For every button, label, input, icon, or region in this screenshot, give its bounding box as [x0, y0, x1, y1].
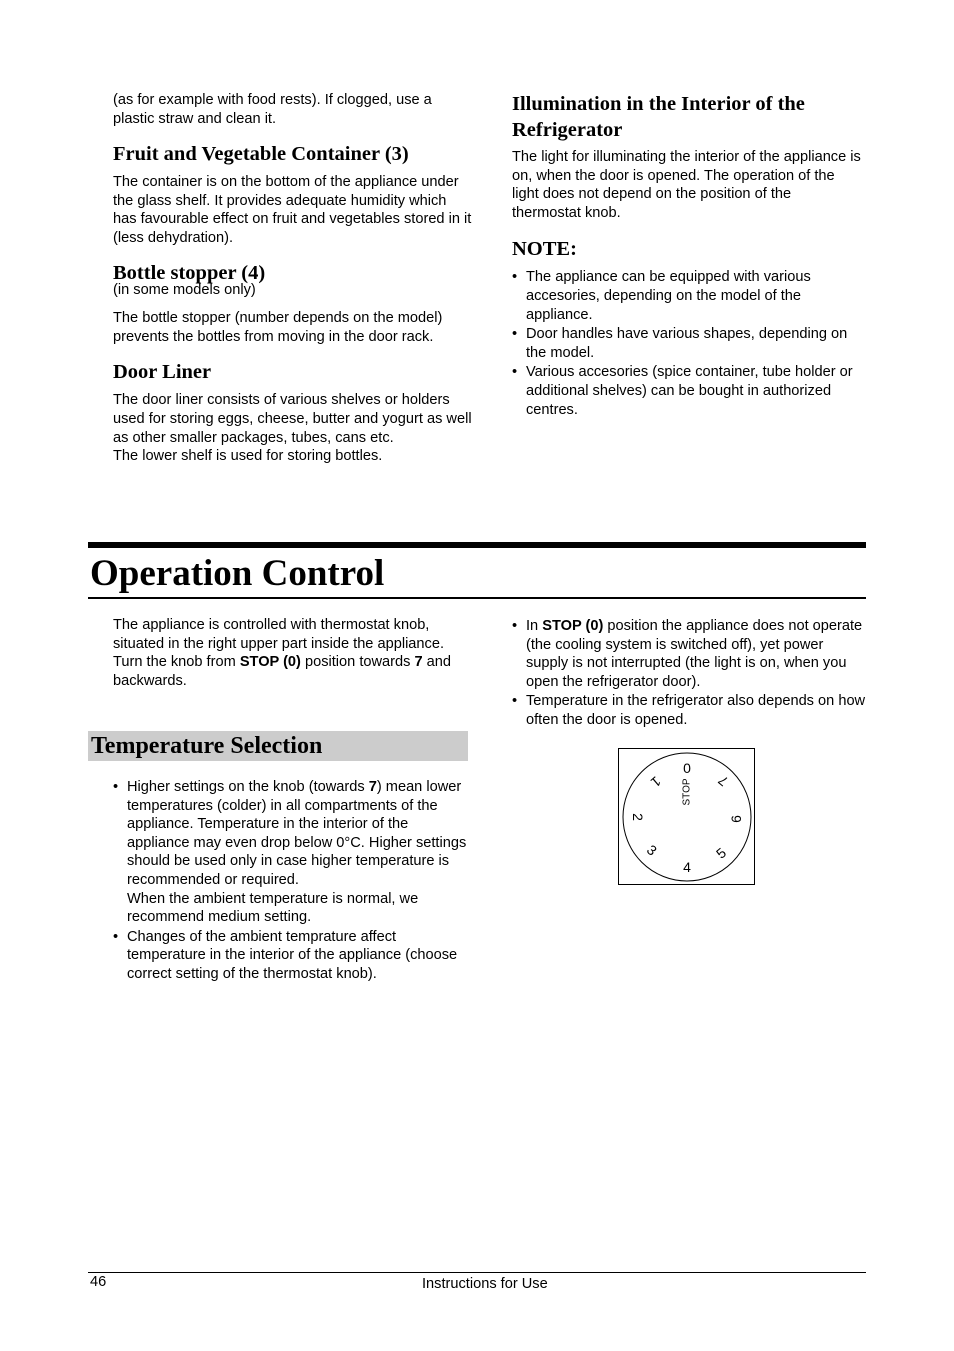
op-text: position the appliance does not operate (the cooling system is switched off), yet power supply is not interrupted (the light is on, when you open the refrigerator door). [526, 618, 863, 690]
fruit-paragraph: The container is on the bottom of the appliance under the glass shelf. It provides adequate humidity which has favourable effect on fruit and vegetables stored in it (less dehydration). [113, 174, 472, 246]
operation-intro [113, 616, 469, 690]
bottle-subtext: (in some models only) [113, 281, 256, 298]
turn-stop-bold: STOP (0) [239, 654, 301, 671]
note-item: • Various accesories (spice container, tube holder or additional shelves) can be bought in authorized centres. [512, 363, 862, 419]
left-column-top [113, 91, 473, 466]
bottle-paragraph: The bottle stopper (number depends on the model) prevents the bottles from moving in the door rack. [113, 310, 443, 345]
turn-text: position towards [300, 654, 415, 671]
knob-number-6: 6 [728, 815, 744, 823]
temp-seven-bold: 7 [368, 779, 377, 795]
operation-right-item: • Temperature in the refrigerator also depends on how often the door is opened. [512, 692, 866, 729]
knob-number-0: 0 [683, 760, 691, 776]
section-rule-top [88, 542, 866, 548]
temperature-item: • Changes of the ambient temprature affect temperature in the interior of the appliance (choose correct setting of the thermostat knob). [113, 928, 469, 984]
turn-seven-bold: 7 [414, 654, 423, 671]
illumination-paragraph: The light for illuminating the interior of the appliance is on, when the door is opened. The operation of the light does not depend on the position of the thermostat knob. [512, 149, 861, 221]
temperature-list [113, 778, 469, 984]
temp-text: ) mean lower temperatures (colder) in all compartments of the appliance. Temperature in the interior of the appliance may even drop below 0°C. Higher settings should be used only in case higher temperature is recommended or required. [127, 779, 467, 888]
knob-number-1: 1 [647, 773, 665, 791]
intro-paragraph: (as for example with food rests). If clogged, use a plastic straw and clean it. [113, 92, 432, 127]
knob-stop-label: STOP [681, 778, 693, 806]
footer-title: Instructions for Use [422, 1276, 548, 1292]
note-item: • Door handles have various shapes, depending on the model. [512, 325, 862, 362]
thermostat-knob-figure [618, 748, 755, 885]
door-liner-paragraph: The door liner consists of various shelves or holders used for storing eggs, cheese, butter and yogurt as well as other smaller packages, tubes, cans etc. [113, 392, 472, 446]
section-rule-bottom [88, 597, 866, 599]
fruit-heading: Fruit and Vegetable Container (3) [113, 143, 409, 166]
knob-number-4: 4 [683, 859, 691, 875]
turn-text: and backwards. [113, 654, 452, 689]
illumination-heading: Illumination in the Interior of the Refrigerator [512, 93, 805, 141]
thermostat-knob-svg [619, 749, 754, 884]
knob-number-3: 3 [643, 841, 661, 859]
note-item: • The appliance can be equipped with various accesories, depending on the model of the appliance. [512, 268, 862, 324]
note-heading: NOTE: [512, 238, 577, 261]
operation-right-item [512, 617, 866, 691]
operation-turn-paragraph [113, 653, 469, 690]
right-column-top [512, 91, 862, 419]
turn-text: Turn the knob from [113, 654, 240, 671]
operation-control-title: Operation Control [90, 553, 385, 594]
operation-right [512, 617, 866, 730]
bottle-heading: Bottle stopper (4) [113, 261, 266, 284]
operation-intro-paragraph: The appliance is controlled with thermostat knob, situated in the right upper part inside the appliance. [113, 617, 445, 652]
knob-number-5: 5 [712, 844, 730, 862]
door-liner-bottles: The lower shelf is used for storing bottles. [113, 448, 383, 465]
operation-right-list [512, 617, 866, 730]
note-list [512, 268, 862, 419]
temperature-list-wrap [113, 778, 469, 984]
temp-recommend: When the ambient temperature is normal, we recommend medium setting. [127, 890, 419, 926]
op-stop-bold: STOP (0) [542, 618, 604, 634]
door-liner-heading: Door Liner [113, 361, 212, 384]
temperature-item [113, 778, 469, 927]
page-number: 46 [90, 1274, 107, 1290]
knob-number-7: 7 [714, 772, 732, 790]
op-text: In [526, 618, 543, 634]
knob-number-2: 2 [630, 813, 646, 821]
temp-text: Higher settings on the knob (towards [127, 779, 369, 795]
temperature-heading: Temperature Selection [91, 733, 323, 759]
footer-rule [88, 1272, 866, 1273]
